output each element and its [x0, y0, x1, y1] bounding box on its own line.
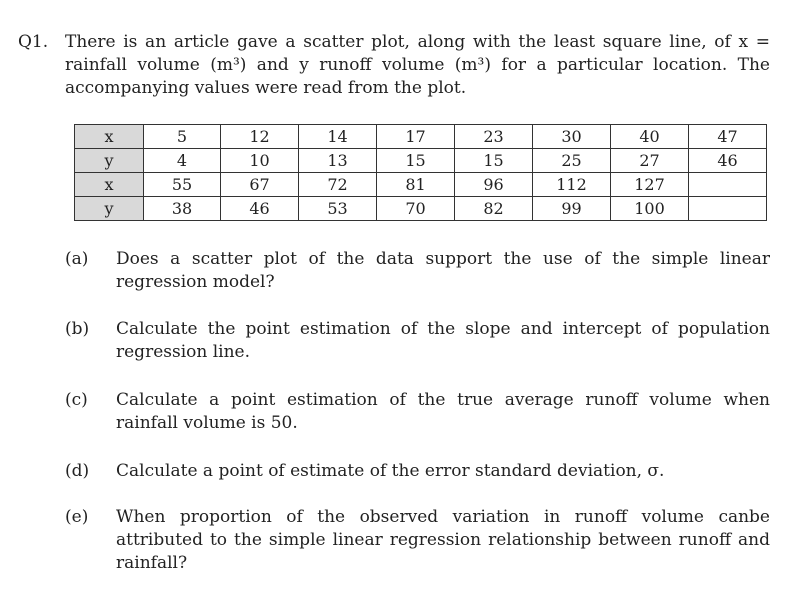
part-text: Does a scatter plot of the data support the use of the simple linear regression model?: [116, 249, 770, 292]
table-cell: 72: [299, 173, 377, 197]
data-table: [74, 124, 767, 221]
table-cell: 12: [221, 125, 299, 149]
row-label: y: [75, 197, 144, 221]
table-cell: 4: [144, 149, 221, 173]
table-row: [75, 149, 767, 173]
table-cell: 47: [689, 125, 767, 149]
question-text: There is an article gave a scatter plot, along with the least square line, of x = rainfall volume (m³) and y runoff volume (m³) for a particular location. The accompanying values were read from the plot.: [65, 32, 770, 98]
part-label: (a): [65, 249, 89, 269]
table-row: [75, 197, 767, 221]
table-cell: 25: [533, 149, 611, 173]
part-label: (b): [65, 319, 90, 339]
table-cell: 15: [377, 149, 455, 173]
row-label: x: [75, 125, 144, 149]
table-cell: 14: [299, 125, 377, 149]
table-cell: 82: [455, 197, 533, 221]
table-cell: 46: [221, 197, 299, 221]
table-cell: 13: [299, 149, 377, 173]
table-cell: 10: [221, 149, 299, 173]
table-cell: 53: [299, 197, 377, 221]
table-cell: 96: [455, 173, 533, 197]
table-cell: 5: [144, 125, 221, 149]
table-cell: 40: [611, 125, 689, 149]
part-text: Calculate a point estimation of the true average runoff volume when rainfall volume is 50.: [116, 390, 770, 433]
table-cell: 30: [533, 125, 611, 149]
table-row: [75, 125, 767, 149]
table-cell: 38: [144, 197, 221, 221]
part-label: (e): [65, 507, 89, 527]
table-cell: 23: [455, 125, 533, 149]
table-cell: 100: [611, 197, 689, 221]
table-cell: 81: [377, 173, 455, 197]
table-cell: [689, 197, 767, 221]
table-cell: 46: [689, 149, 767, 173]
part-text: Calculate the point estimation of the slope and intercept of population regression line.: [116, 319, 770, 362]
part-text: When proportion of the observed variation in runoff volume canbe attributed to the simple linear regression relationship between runoff and rainfall?: [116, 507, 770, 573]
row-label: x: [75, 173, 144, 197]
table-cell: 17: [377, 125, 455, 149]
table-cell: [689, 173, 767, 197]
part-label: (c): [65, 390, 88, 410]
table-cell: 15: [455, 149, 533, 173]
table-cell: 70: [377, 197, 455, 221]
table-cell: 55: [144, 173, 221, 197]
part-label: (d): [65, 461, 90, 481]
table-cell: 127: [611, 173, 689, 197]
table-cell: 67: [221, 173, 299, 197]
table-row: [75, 173, 767, 197]
table-cell: 112: [533, 173, 611, 197]
table-cell: 27: [611, 149, 689, 173]
question-number: Q1.: [18, 32, 49, 52]
part-text: Calculate a point of estimate of the error standard deviation, σ.: [116, 461, 665, 481]
row-label: y: [75, 149, 144, 173]
table-cell: 99: [533, 197, 611, 221]
